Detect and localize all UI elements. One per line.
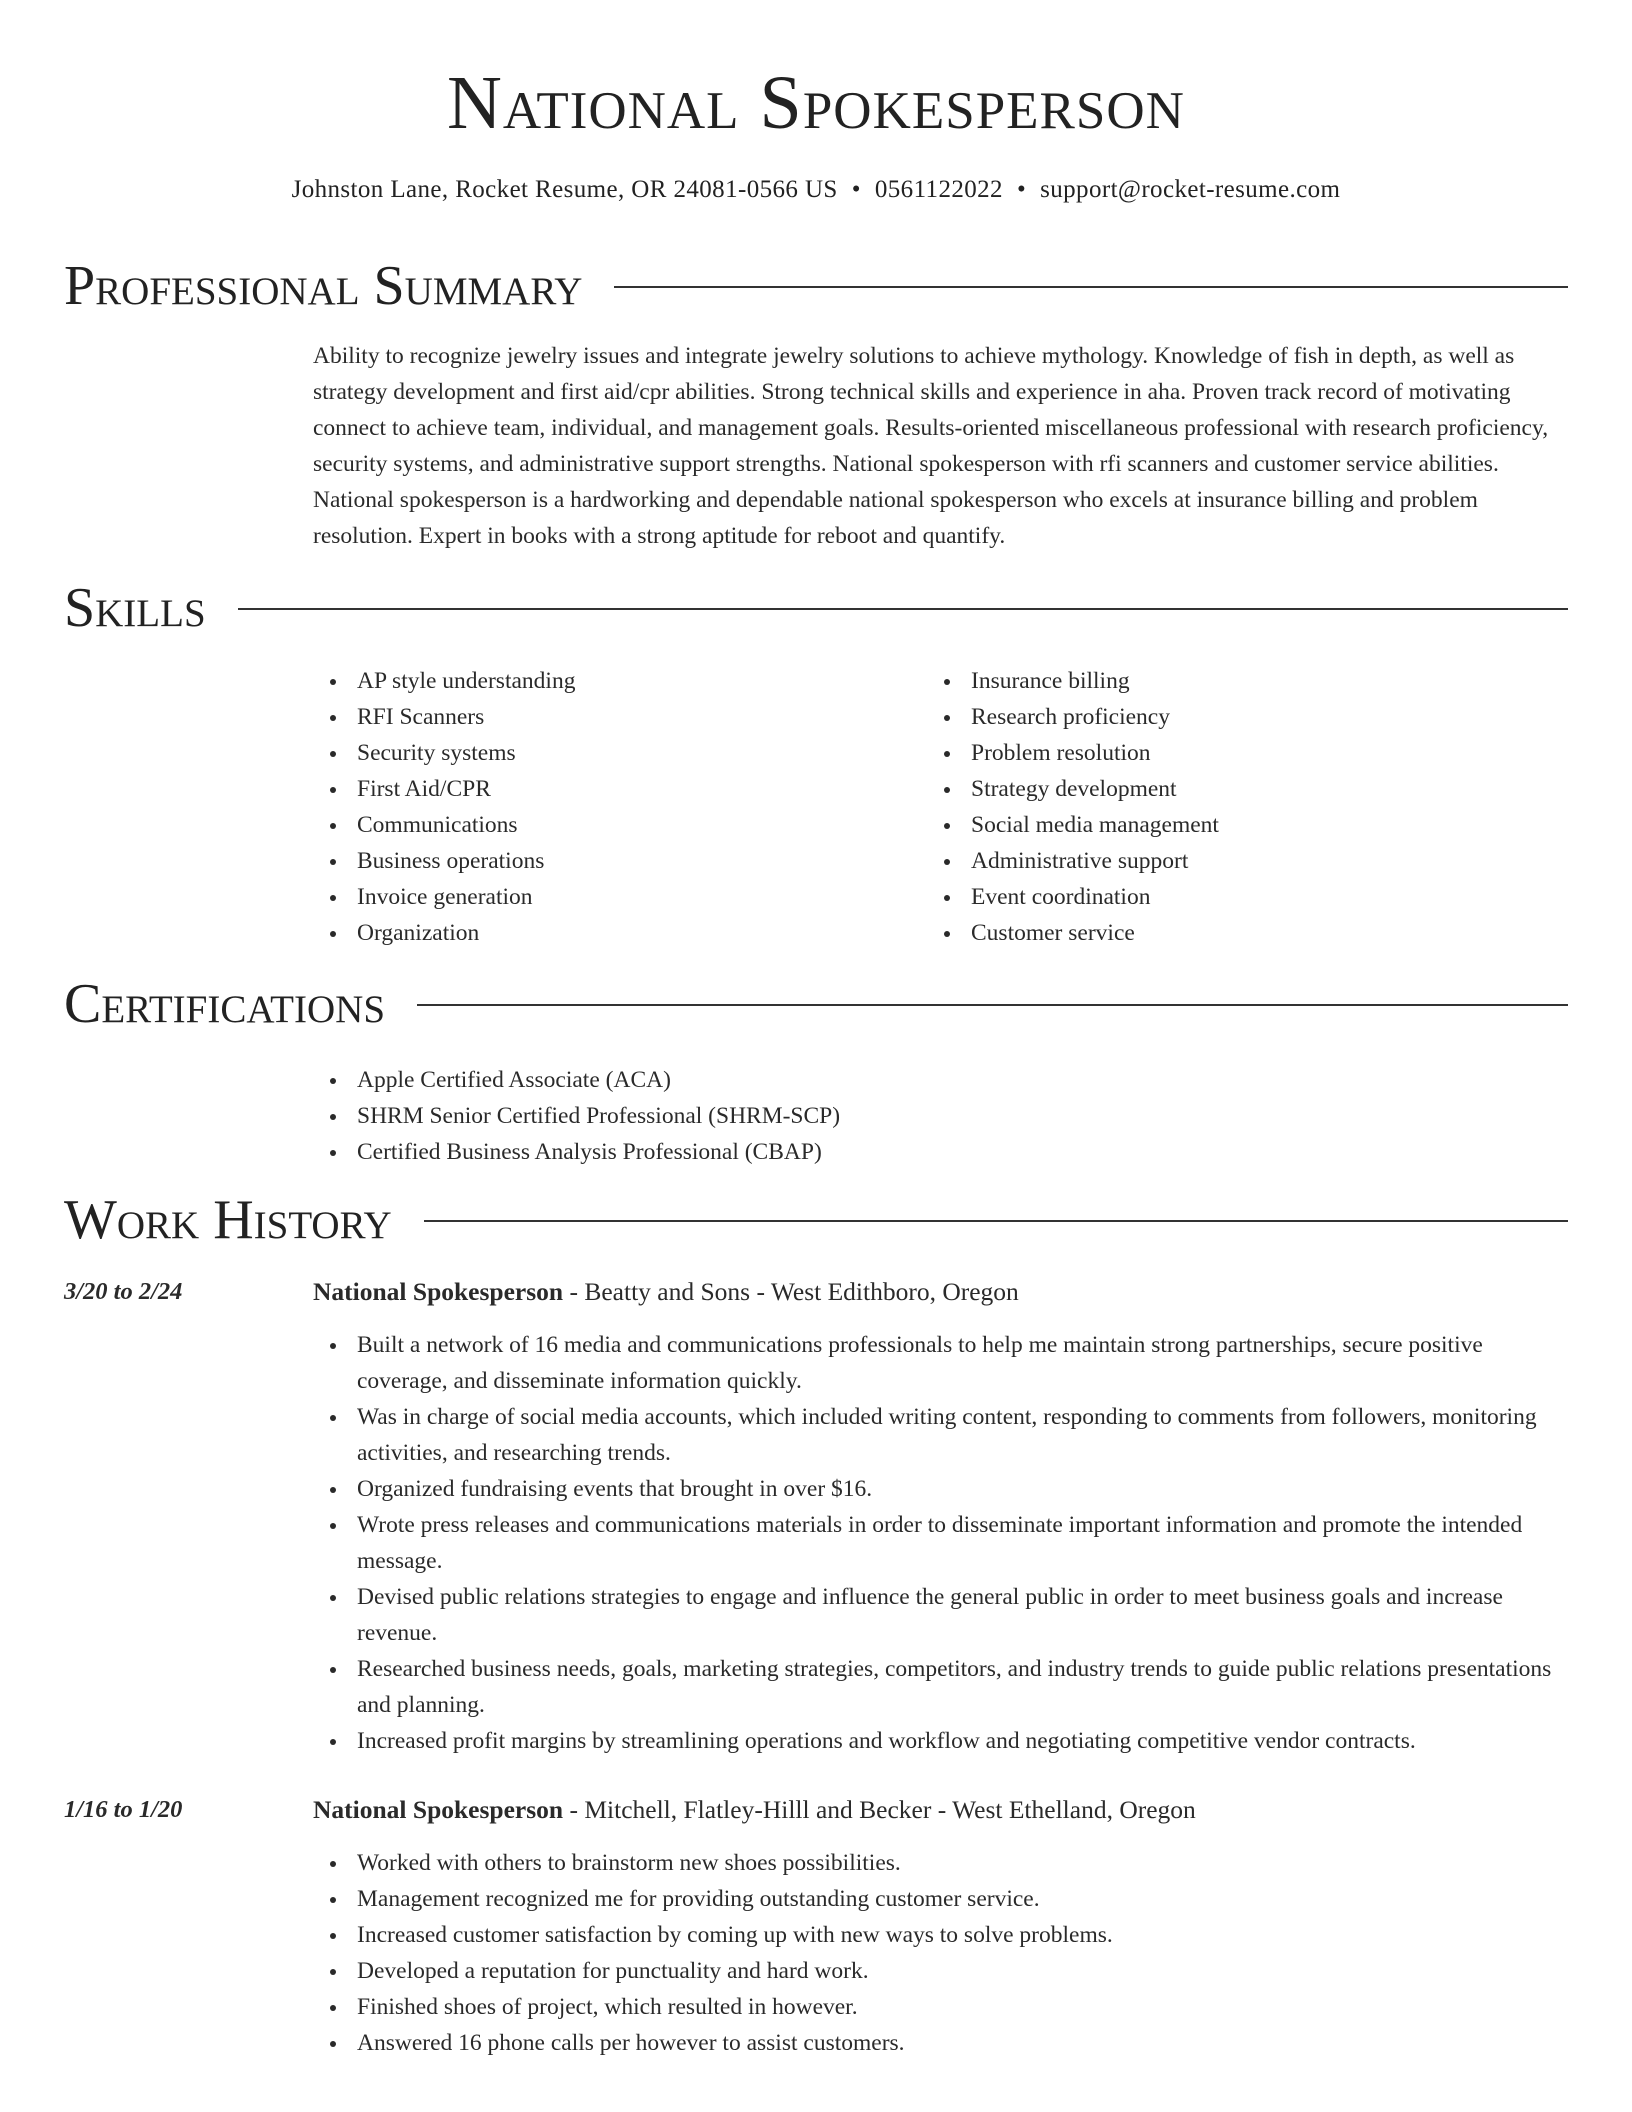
skill-item: Research proficiency	[927, 699, 1527, 735]
job-heading	[313, 1274, 1568, 1310]
certifications-list	[313, 1062, 1568, 1170]
contact-email: support@rocket-resume.com	[1040, 176, 1341, 203]
skill-item: Communications	[313, 807, 913, 843]
job-bullets	[313, 1327, 1568, 1759]
summary-section-header	[64, 254, 1568, 318]
skill-item: Administrative support	[927, 843, 1527, 879]
resume-name: National Spokesperson	[447, 61, 1185, 145]
skill-item: RFI Scanners	[313, 699, 913, 735]
contact-line	[0, 174, 1632, 206]
job-dates: 3/20 to 2/24	[64, 1278, 183, 1305]
skills-section-header	[64, 576, 1568, 640]
job-dates: 1/16 to 1/20	[64, 1796, 183, 1823]
job-bullet: Worked with others to brainstorm new shoes possibilities.	[313, 1845, 1568, 1881]
job-bullet: Increased profit margins by streamlining operations and workflow and negotiating competitive vendor contracts.	[313, 1723, 1568, 1759]
certification-item: Certified Business Analysis Professional (CBAP)	[313, 1134, 1568, 1170]
job-bullet: Devised public relations strategies to engage and influence the general public in order to meet business goals and increase revenue.	[313, 1579, 1568, 1651]
job-bullet: Researched business needs, goals, marketing strategies, competitors, and industry trends to guide public relations presentations and planning.	[313, 1651, 1568, 1723]
work-history-section-header	[64, 1188, 1568, 1252]
summary-section-title: Professional Summary	[64, 255, 583, 317]
certification-item: SHRM Senior Certified Professional (SHRM-SCP)	[313, 1098, 1568, 1134]
skill-item: Invoice generation	[313, 879, 913, 915]
job-bullet: Finished shoes of project, which resulted in however.	[313, 1989, 1568, 2025]
skills-section-title: Skills	[64, 577, 206, 639]
certifications-section-header	[64, 972, 1568, 1036]
summary-text: Ability to recognize jewelry issues and integrate jewelry solutions to achieve mythology. Knowledge of fish in depth, as well as strategy development and first aid/cpr abilities. Strong technical skills and experience in aha. Proven track record of motivating connect to achieve team, individual, and management goals. Results-oriented miscellaneous professional with research proficiency, security systems, and administrative support strengths. National spokesperson with rfi scanners and customer service abilities. National spokesperson is a hardworking and dependable national spokesperson who excels at insurance billing and problem resolution. Expert in books with a strong aptitude for reboot and quantify.	[313, 343, 1549, 549]
section-divider	[424, 1220, 1568, 1222]
section-divider	[417, 1004, 1568, 1006]
job-bullet: Built a network of 16 media and communications professionals to help me maintain strong partnerships, secure positive coverage, and disseminate information quickly.	[313, 1327, 1568, 1399]
skill-item: Business operations	[313, 843, 913, 879]
skill-item: Security systems	[313, 735, 913, 771]
job-bullet: Organized fundraising events that brought in over $16.	[313, 1471, 1568, 1507]
skill-item: Insurance billing	[927, 663, 1527, 699]
skills-list-right	[927, 663, 1527, 951]
skill-item: Event coordination	[927, 879, 1527, 915]
skill-item: Organization	[313, 915, 913, 951]
job-bullet: Increased customer satisfaction by coming up with new ways to solve problems.	[313, 1917, 1568, 1953]
job-bullet: Answered 16 phone calls per however to assist customers.	[313, 2025, 1568, 2061]
section-divider	[614, 286, 1568, 288]
contact-separator: •	[851, 176, 861, 203]
contact-separator: •	[1016, 176, 1027, 203]
job-title: National Spokesperson	[313, 1795, 564, 1824]
job-bullet: Was in charge of social media accounts, which included writing content, responding to comments from followers, monitoring activities, and researching trends.	[313, 1399, 1568, 1471]
skill-item: Strategy development	[927, 771, 1527, 807]
skill-item: First Aid/CPR	[313, 771, 913, 807]
contact-address: Johnston Lane, Rocket Resume, OR 24081-0566 US	[291, 176, 838, 203]
job-title: National Spokesperson	[313, 1277, 564, 1306]
skill-item: Problem resolution	[927, 735, 1527, 771]
section-divider	[238, 608, 1568, 610]
certification-item: Apple Certified Associate (ACA)	[313, 1062, 1568, 1098]
job-bullet: Management recognized me for providing outstanding customer service.	[313, 1881, 1568, 1917]
job-bullet: Developed a reputation for punctuality and hard work.	[313, 1953, 1568, 1989]
certifications-section-title: Certifications	[64, 973, 386, 1035]
work-history-section-title: Work History	[64, 1189, 392, 1251]
job-employer-location: - Mitchell, Flatley-Hilll and Becker - West Ethelland, Oregon	[563, 1795, 1196, 1824]
skill-item: AP style understanding	[313, 663, 913, 699]
job-bullet: Wrote press releases and communications materials in order to disseminate important information and promote the intended message.	[313, 1507, 1568, 1579]
skill-item: Social media management	[927, 807, 1527, 843]
contact-phone: 0561122022	[874, 176, 1003, 203]
job-bullets	[313, 1845, 1568, 2061]
skills-list-left	[313, 663, 913, 951]
job-employer-location: - Beatty and Sons - West Edithboro, Oregon	[563, 1277, 1019, 1306]
skill-item: Customer service	[927, 915, 1527, 951]
job-heading	[313, 1792, 1568, 1828]
